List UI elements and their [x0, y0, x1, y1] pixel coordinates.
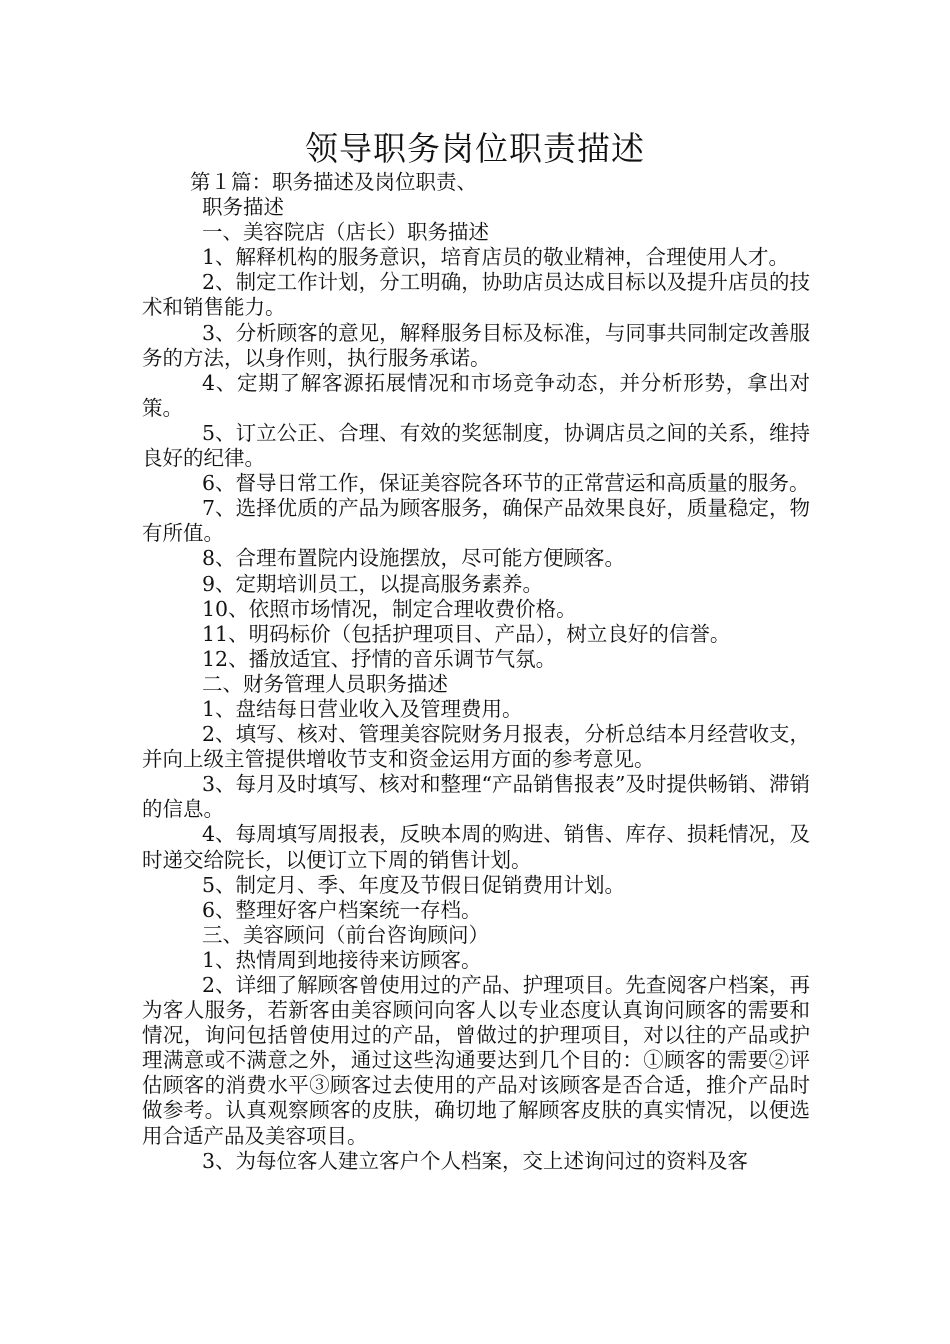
- document-paragraph: 1、解释机构的服务意识，培育店员的敬业精神，合理使用人才。: [202, 245, 790, 270]
- document-paragraph: 4、每周填写周报表，反映本周的购进、销售、库存、损耗情况，及时递交给院长，以便订立下周的销售计划。: [142, 822, 810, 872]
- document-paragraph: 二、财务管理人员职务描述: [202, 671, 448, 696]
- document-paragraph: 2、制定工作计划，分工明确，协助店员达成目标以及提升店员的技术和销售能力。: [142, 270, 810, 320]
- document-paragraph: 三、美容顾问（前台咨询顾问）: [202, 922, 489, 947]
- document-paragraph: 7、选择优质的产品为顾客服务，确保产品效果良好，质量稳定，物有所值。: [142, 496, 810, 546]
- document-paragraph: 3、为每位客人建立客户个人档案，交上述询问过的资料及客: [202, 1148, 749, 1173]
- document-paragraph: 6、整理好客户档案统一存档。: [202, 897, 482, 922]
- document-paragraph: 1、热情周到地接待来访顾客。: [202, 947, 482, 972]
- document-paragraph: 一、美容院店（店长）职务描述: [202, 220, 489, 245]
- document-paragraph: 8、合理布置院内设施摆放，尽可能方便顾客。: [202, 546, 626, 571]
- document-paragraph: 6、督导日常工作，保证美容院各环节的正常营运和高质量的服务。: [202, 471, 810, 496]
- document-paragraph: 12、播放适宜、抒情的音乐调节气氛。: [202, 646, 557, 671]
- document-paragraph: 5、制定月、季、年度及节假日促销费用计划。: [202, 872, 626, 897]
- document-paragraph: 1、盘结每日营业收入及管理费用。: [202, 696, 523, 721]
- document-paragraph: 4、定期了解客源拓展情况和市场竞争动态，并分析形势，拿出对策。: [142, 370, 810, 420]
- document-body: [142, 170, 810, 1174]
- document-title: 领导职务岗位职责描述: [305, 129, 645, 168]
- document-paragraph: 3、分析顾客的意见，解释服务目标及标准，与同事共同制定改善服务的方法，以身作则，执行服务承诺。: [142, 320, 810, 370]
- document-paragraph: 第１篇：职务描述及岗位职责、: [190, 170, 477, 194]
- document-paragraph: 3、每月及时填写、核对和整理“产品销售报表”及时提供畅销、滞销的信息。: [142, 772, 811, 822]
- document-paragraph: 2、详细了解顾客曾使用过的产品、护理项目。先查阅客户档案，再为客人服务，若新客由美容顾问向客人以专业态度认真询问顾客的需要和情况，询问包括曾使用过的产品，曾做过的护理项目，对以往的产品或护理满意或不满意之外，通过这些沟通要达到几个目的：①顾客的需要②评估顾客的消费水平③顾客过去使用的产品对该顾客是否合适，推介产品时做参考。认真观察顾客的皮肤，确切地了解顾客皮肤的真实情况，以便选用合适产品及美容项目。: [142, 973, 810, 1148]
- document-paragraph: 10、依照市场情况，制定合理收费价格。: [202, 596, 577, 621]
- document-paragraph: 5、订立公正、合理、有效的奖惩制度，协调店员之间的关系，维持良好的纪律。: [142, 420, 810, 471]
- document-paragraph: 11、明码标价（包括护理项目、产品），树立良好的信誉。: [202, 621, 731, 646]
- document-paragraph: 职务描述: [202, 195, 284, 220]
- document-paragraph: 9、定期培训员工，以提高服务素养。: [202, 571, 544, 596]
- document-paragraph: 2、填写、核对、管理美容院财务月报表，分析总结本月经营收支，并向上级主管提供增收节支和资金运用方面的参考意见。: [142, 722, 810, 772]
